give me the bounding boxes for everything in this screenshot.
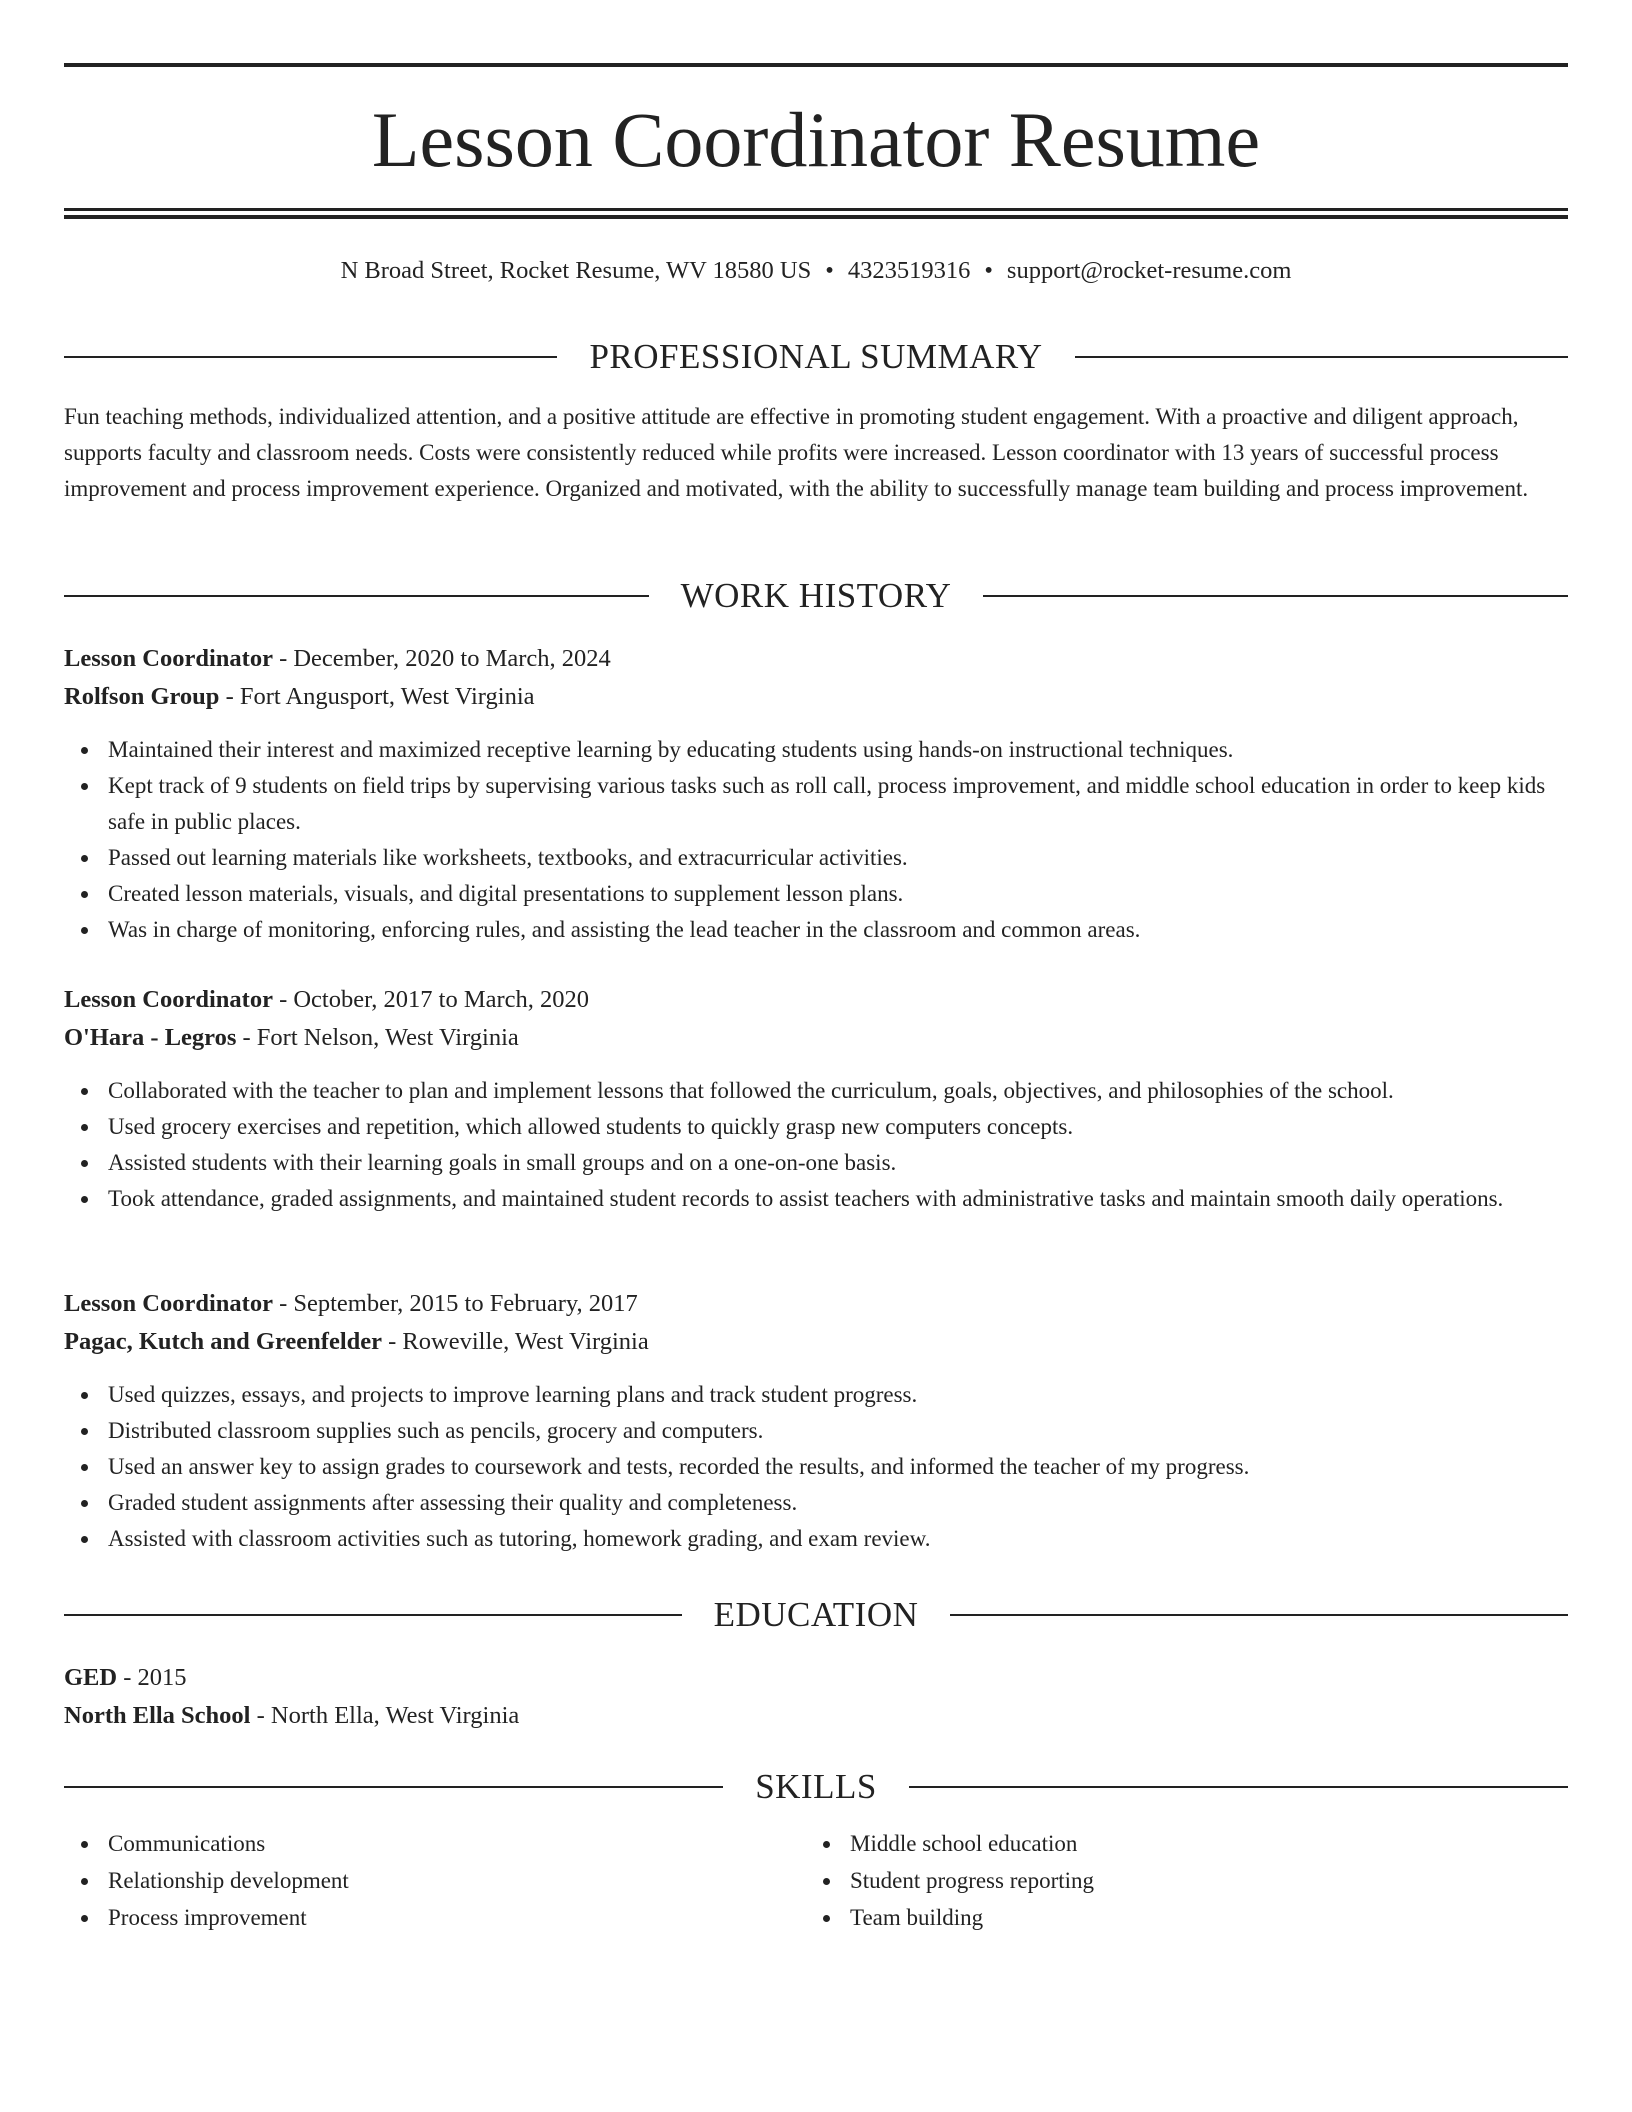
section-title: WORK HISTORY [680, 576, 952, 615]
job-entry [64, 1285, 1568, 1557]
job-duty: Took attendance, graded assignments, and maintained student records to assist teachers with administrative tasks and maintain smooth daily operations. [64, 1181, 1568, 1217]
education-year: - 2015 [117, 1664, 187, 1691]
contact-line [64, 253, 1568, 289]
contact-phone: 4323519316 [847, 257, 971, 284]
job-title: Lesson Coordinator [64, 1290, 273, 1317]
job-duties-list [64, 1073, 1568, 1217]
job-entry [64, 981, 1568, 1217]
job-duty: Used an answer key to assign grades to coursework and tests, recorded the results, and informed the teacher of my progress. [64, 1449, 1568, 1485]
job-duty: Created lesson materials, visuals, and digital presentations to supplement lesson plans. [64, 876, 1568, 912]
job-company-line [64, 1019, 1568, 1057]
education-location: - North Ella, West Virginia [250, 1702, 520, 1729]
resume-title: Lesson Coordinator Resume [371, 96, 1261, 183]
job-company-line [64, 678, 1568, 716]
job-company-line [64, 1323, 1568, 1361]
job-duty: Assisted with classroom activities such as tutoring, homework grading, and exam review. [64, 1521, 1568, 1557]
header-top-rule [64, 63, 1568, 67]
job-duty: Distributed classroom supplies such as pencils, grocery and computers. [64, 1413, 1568, 1449]
job-duty: Was in charge of monitoring, enforcing rules, and assisting the lead teacher in the classroom and common areas. [64, 912, 1568, 948]
job-title-line [64, 981, 1568, 1019]
section-title: PROFESSIONAL SUMMARY [589, 337, 1043, 376]
contact-email: support@rocket-resume.com [1006, 257, 1292, 284]
job-dates: - September, 2015 to February, 2017 [272, 1290, 638, 1317]
heading-rule [950, 1614, 1568, 1616]
job-company: Rolfson Group [64, 683, 220, 710]
contact-address: N Broad Street, Rocket Resume, WV 18580 US [340, 257, 812, 284]
job-duty: Used grocery exercises and repetition, which allowed students to quickly grasp new computers concepts. [64, 1109, 1568, 1145]
education-entry [64, 1659, 1568, 1735]
skill-item: Relationship development [64, 1862, 806, 1899]
section-title: EDUCATION [713, 1595, 919, 1634]
heading-rule [909, 1786, 1568, 1788]
skill-item: Middle school education [806, 1825, 1548, 1862]
education-school-line [64, 1697, 1568, 1735]
job-location: - Roweville, West Virginia [382, 1328, 649, 1355]
section-heading-education [64, 1593, 1568, 1637]
skills-list-left [64, 1825, 806, 1936]
job-title: Lesson Coordinator [64, 986, 273, 1013]
job-dates: - October, 2017 to March, 2020 [272, 986, 590, 1013]
job-title-line [64, 1285, 1568, 1323]
heading-rule [64, 1786, 723, 1788]
job-duty: Passed out learning materials like worksheets, textbooks, and extracurricular activities. [64, 840, 1568, 876]
heading-rule [64, 1614, 682, 1616]
education-school: North Ella School [64, 1702, 251, 1729]
job-location: - Fort Nelson, West Virginia [236, 1024, 519, 1051]
contact-separator: • [984, 257, 993, 284]
job-title: Lesson Coordinator [64, 645, 273, 672]
skills-columns [64, 1825, 1568, 1936]
job-entry [64, 640, 1568, 948]
job-duty: Used quizzes, essays, and projects to improve learning plans and track student progress. [64, 1377, 1568, 1413]
section-title: SKILLS [755, 1767, 877, 1806]
job-duty: Graded student assignments after assessing their quality and completeness. [64, 1485, 1568, 1521]
skill-item: Team building [806, 1899, 1548, 1936]
job-duties-list [64, 1377, 1568, 1557]
section-heading-work-history [64, 574, 1568, 618]
heading-rule [983, 595, 1568, 597]
header-double-rule-lower [64, 215, 1568, 219]
job-duty: Kept track of 9 students on field trips by supervising various tasks such as roll call, process improvement, and middle school education in order to keep kids safe in public places. [64, 768, 1568, 840]
heading-rule [1075, 356, 1568, 358]
heading-rule [64, 356, 557, 358]
job-company: Pagac, Kutch and Greenfelder [64, 1328, 383, 1355]
section-heading-summary [64, 335, 1568, 379]
job-dates: - December, 2020 to March, 2024 [272, 645, 611, 672]
skill-item: Communications [64, 1825, 806, 1862]
job-duty: Collaborated with the teacher to plan and implement lessons that followed the curriculum, goals, objectives, and philosophies of the school. [64, 1073, 1568, 1109]
skills-list-right [806, 1825, 1548, 1936]
summary-paragraph: Fun teaching methods, individualized attention, and a positive attitude are effective in promoting student engagement. With a proactive and diligent approach, supports faculty and classroom needs. Costs were consistently reduced while profits were increased. Lesson coordinator with 13 years of successful process improvement and process improvement experience. Organized and motivated, with the ability to successfully manage team building and process improvement. [64, 404, 1529, 501]
skill-item: Process improvement [64, 1899, 806, 1936]
job-title-line [64, 640, 1568, 678]
contact-separator: • [825, 257, 834, 284]
job-duty: Assisted students with their learning goals in small groups and on a one-on-one basis. [64, 1145, 1568, 1181]
section-heading-skills [64, 1765, 1568, 1809]
job-duty: Maintained their interest and maximized receptive learning by educating students using hands-on instructional techniques. [64, 732, 1568, 768]
job-duties-list [64, 732, 1568, 948]
education-degree-line [64, 1659, 1568, 1697]
header-double-rule-upper [64, 208, 1568, 211]
skill-item: Student progress reporting [806, 1862, 1548, 1899]
job-company: O'Hara - Legros [64, 1024, 237, 1051]
heading-rule [64, 595, 649, 597]
education-degree: GED [64, 1664, 118, 1691]
job-location: - Fort Angusport, West Virginia [219, 683, 535, 710]
